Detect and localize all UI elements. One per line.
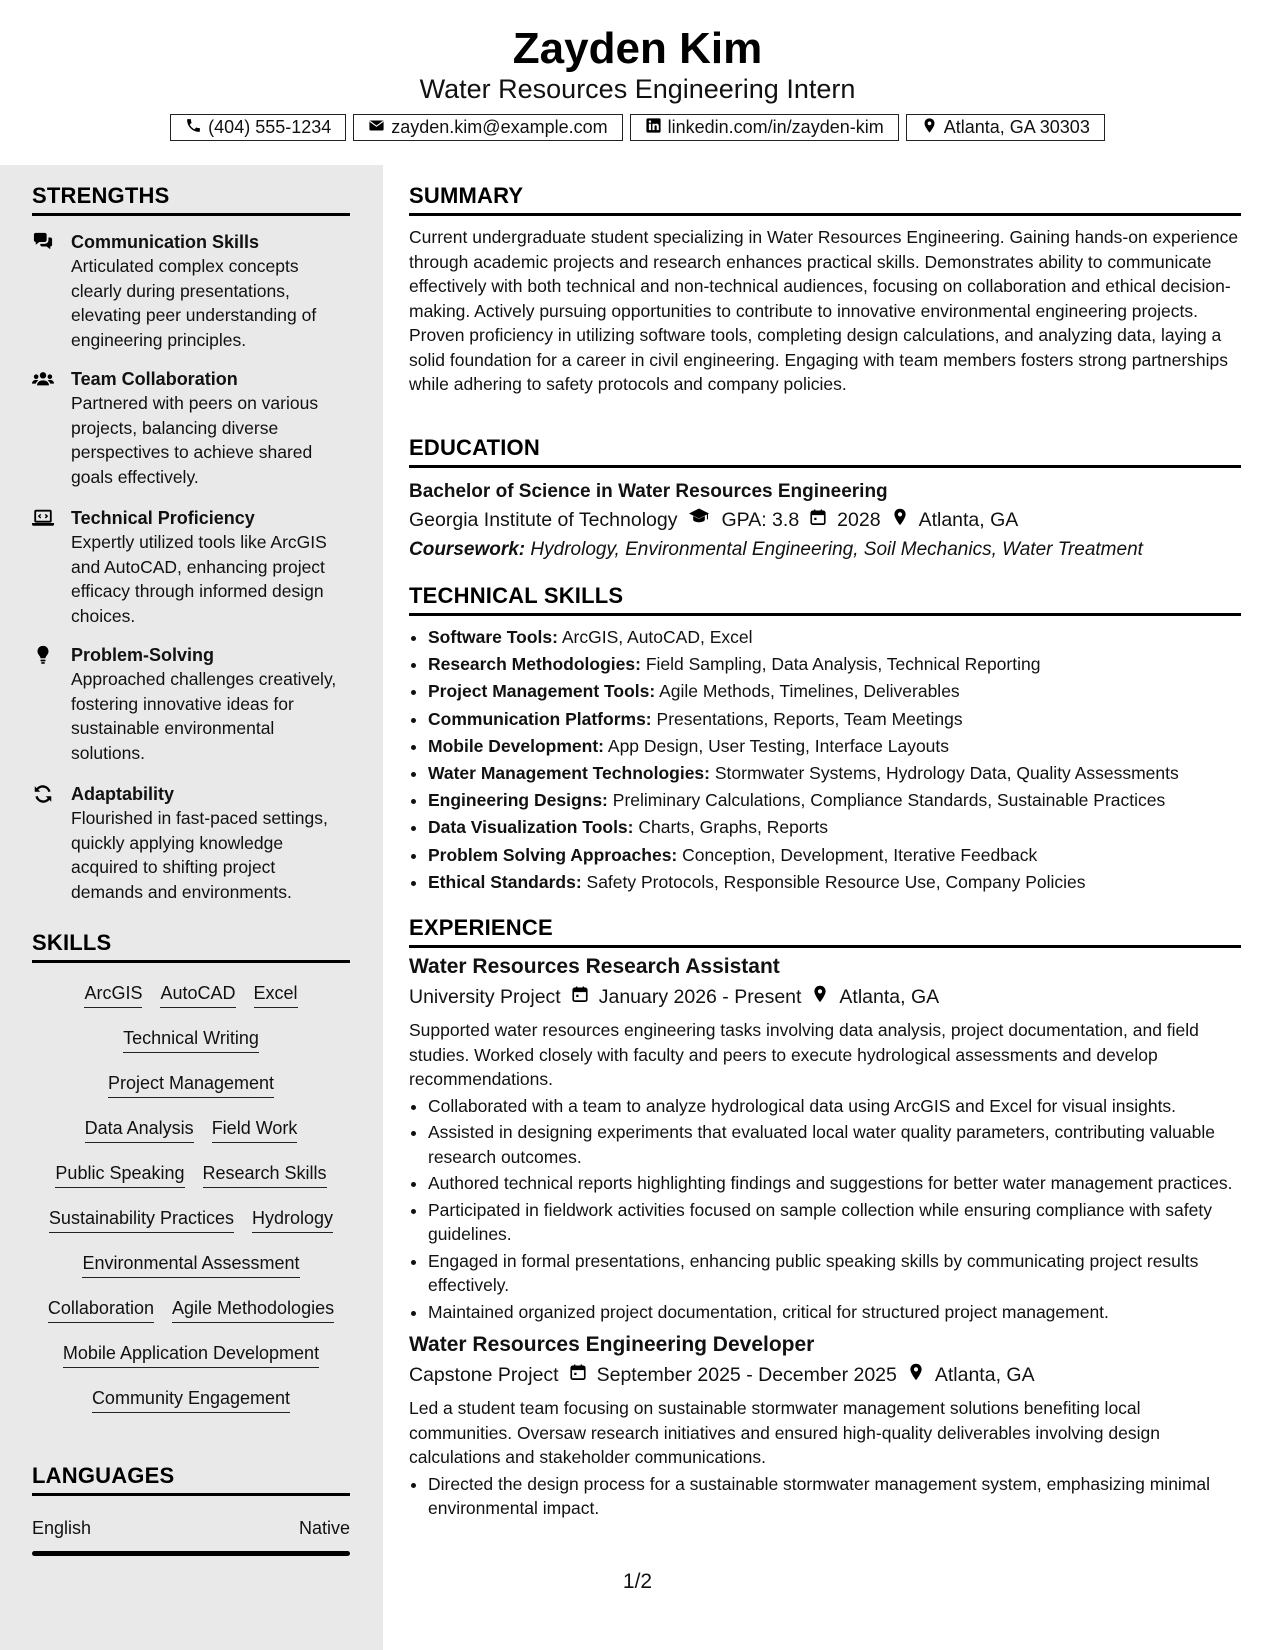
strength-description: Approached challenges creatively, fostering innovative ideas for sustainable environmental solutions.	[71, 669, 337, 763]
list-item: • Collaborated with a team to analyze hydrological data using ArcGIS and Excel for visual insights.	[428, 1094, 1241, 1119]
summary-section	[409, 183, 1241, 397]
strength-item	[32, 367, 350, 489]
calendar-icon	[809, 505, 827, 535]
calendar-icon	[569, 1360, 587, 1390]
linkedin-chip[interactable]	[630, 114, 899, 141]
location-text: Atlanta, GA 30303	[943, 117, 1090, 137]
job-description: Supported water resources engineering tasks involving data analysis, project documentation, and field studies. Worked closely with faculty and peers to execute hydrological assessments and develop recommendations.	[409, 1020, 1199, 1089]
coursework-list: Hydrology, Environmental Engineering, Soil Mechanics, Water Treatment	[530, 539, 1143, 560]
skill-category: Data Visualization Tools:	[428, 817, 634, 838]
contact-bar	[0, 114, 1275, 141]
map-marker-icon	[907, 1360, 925, 1390]
degree-title: Bachelor of Science in Water Resources Engineering	[409, 481, 888, 502]
languages-heading: LANGUAGES	[32, 1463, 350, 1496]
linkedin-icon	[645, 117, 662, 139]
list-item: • Assisted in designing experiments that evaluated local water quality parameters, contributing valuable research outcomes.	[428, 1120, 1241, 1169]
strength-item	[32, 643, 350, 765]
list-item	[428, 814, 1241, 841]
experience-section	[409, 915, 1241, 1523]
job-title: Water Resources Engineering Developer	[409, 1333, 815, 1356]
graduation-year: 2028	[837, 509, 881, 531]
strength-description: Expertly utilized tools like ArcGIS and AutoCAD, enhancing project efficacy through informed design choices.	[71, 532, 327, 626]
list-item	[428, 760, 1241, 787]
language-name: English	[32, 1518, 92, 1538]
email-text: zayden.kim@example.com	[391, 117, 608, 137]
job-organization: Capstone Project	[409, 1364, 559, 1386]
strength-title: Adaptability	[71, 784, 175, 804]
sync-icon	[32, 784, 56, 804]
skill-tag: Technical Writing	[123, 1025, 259, 1053]
strength-description: Articulated complex concepts clearly during presentations, elevating peer understanding of engineering principles.	[71, 256, 317, 350]
skill-tag: Sustainability Practices	[49, 1205, 234, 1233]
strength-title: Communication Skills	[71, 232, 260, 252]
strength-title: Technical Proficiency	[71, 508, 255, 528]
job-description: Led a student team focusing on sustainable stormwater management solutions benefiting local communities. Oversaw research initiatives and ensured high-quality deliverables involving design calculations and stakeholder communications.	[409, 1398, 1160, 1467]
phone-chip[interactable]	[170, 114, 346, 141]
skill-values: Agile Methods, Timelines, Deliverables	[659, 681, 960, 702]
candidate-name: Zayden Kim	[512, 24, 763, 73]
list-item	[428, 706, 1241, 733]
strength-description: Flourished in fast-paced settings, quickly applying knowledge acquired to shifting project demands and environments.	[71, 808, 328, 902]
skill-tag: Data Analysis	[85, 1115, 194, 1143]
candidate-title: Water Resources Engineering Intern	[419, 74, 856, 104]
education-location: Atlanta, GA	[918, 509, 1019, 531]
job-location: Atlanta, GA	[839, 986, 940, 1008]
resume-header	[0, 0, 1275, 165]
technical-skills-heading: TECHNICAL SKILLS	[409, 583, 1241, 616]
list-item	[428, 869, 1241, 896]
summary-text: Current undergraduate student specializing in Water Resources Engineering. Gaining hands-on experience through academic projects and research enhances practical skills. Demonstrates ability to communicate effectively with both technical and non-technical audiences, focusing on collaboration and ethical decision-making. Actively pursuing opportunities to contribute to innovative environmental engineering projects. Proven proficiency in utilizing software tools, completing design calculations, and analyzing data, laying a solid foundation for a career in civil engineering. Engaging with team members fosters strong partnerships while adhering to safety protocols and company policies.	[409, 227, 1239, 394]
skill-category: Problem Solving Approaches:	[428, 844, 678, 865]
map-marker-icon	[811, 982, 829, 1012]
skill-category: Research Methodologies:	[428, 654, 641, 675]
main-content	[409, 165, 1241, 1650]
skill-category: Project Management Tools:	[428, 681, 656, 702]
strength-item	[32, 230, 350, 352]
job-meta	[409, 982, 1241, 1012]
map-marker-icon	[921, 117, 938, 139]
skill-values: Presentations, Reports, Team Meetings	[656, 708, 963, 729]
graduation-cap-icon	[687, 505, 711, 535]
skill-tag: Field Work	[212, 1115, 298, 1143]
coursework-line	[409, 535, 1241, 565]
page-number: 1/2	[622, 1570, 653, 1593]
lightbulb-icon	[32, 645, 56, 665]
skill-category: Engineering Designs:	[428, 790, 608, 811]
language-row	[32, 1518, 350, 1539]
skill-tag: ArcGIS	[84, 980, 142, 1008]
calendar-icon	[571, 982, 589, 1012]
list-item: • Directed the design process for a sustainable stormwater management system, emphasizing minimal environmental impact.	[428, 1472, 1241, 1521]
comments-icon	[32, 232, 56, 252]
skill-tag: Public Speaking	[55, 1160, 184, 1188]
job-dates: January 2026 - Present	[598, 986, 802, 1008]
envelope-icon	[368, 117, 385, 139]
job-dates: September 2025 - December 2025	[596, 1364, 897, 1386]
job-entry	[409, 952, 1241, 1324]
technical-skills-section	[409, 583, 1241, 896]
skill-category: Water Management Technologies:	[428, 763, 710, 784]
strengths-heading: STRENGTHS	[32, 183, 350, 216]
strength-description: Partnered with peers on various projects, balancing diverse perspectives to achieve shared goals effectively.	[71, 393, 319, 487]
skill-tag: Agile Methodologies	[172, 1295, 334, 1323]
list-item	[428, 678, 1241, 705]
gpa-text: GPA: 3.8	[721, 509, 800, 531]
language-level-bar	[32, 1551, 350, 1556]
skill-tag: Hydrology	[252, 1205, 333, 1233]
experience-heading: EXPERIENCE	[409, 915, 1241, 948]
job-location: Atlanta, GA	[934, 1364, 1035, 1386]
technical-skills-list	[409, 624, 1241, 896]
list-item	[428, 842, 1241, 869]
list-item: • Authored technical reports highlighting findings and suggestions for better water management practices.	[428, 1171, 1241, 1196]
education-meta	[409, 505, 1241, 535]
location-chip[interactable]	[906, 114, 1105, 141]
skill-tag: Excel	[254, 980, 298, 1008]
linkedin-text: linkedin.com/in/zayden-kim	[667, 117, 884, 137]
language-level: Native	[298, 1518, 350, 1538]
education-section	[409, 435, 1241, 565]
map-marker-icon	[891, 505, 909, 535]
skill-values: Stormwater Systems, Hydrology Data, Quality Assessments	[714, 763, 1179, 784]
skill-values: Conception, Development, Iterative Feedback	[682, 844, 1038, 865]
job-bullets	[409, 1094, 1241, 1325]
skill-tag: Collaboration	[48, 1295, 154, 1323]
list-item	[428, 787, 1241, 814]
skill-tag: Community Engagement	[92, 1385, 290, 1413]
skills-tag-cloud	[32, 980, 350, 1430]
phone-text: (404) 555-1234	[208, 117, 332, 137]
laptop-code-icon	[32, 508, 56, 528]
list-item: • Engaged in formal presentations, enhancing public speaking skills by communicating project results effectively.	[428, 1249, 1241, 1298]
list-item	[428, 624, 1241, 651]
users-icon	[32, 369, 56, 389]
list-item	[428, 733, 1241, 760]
coursework-label: Coursework:	[409, 539, 526, 560]
job-organization: University Project	[409, 986, 561, 1008]
job-entry	[409, 1330, 1241, 1521]
job-meta	[409, 1360, 1241, 1390]
skill-values: App Design, User Testing, Interface Layouts	[607, 735, 950, 756]
skill-category: Communication Platforms:	[428, 708, 652, 729]
skill-tag: Environmental Assessment	[82, 1250, 299, 1278]
summary-heading: SUMMARY	[409, 183, 1241, 216]
phone-icon	[185, 117, 202, 139]
skill-values: ArcGIS, AutoCAD, Excel	[561, 627, 753, 647]
skill-tag: Project Management	[108, 1070, 274, 1098]
skill-tag: Mobile Application Development	[63, 1340, 319, 1368]
strength-title: Problem-Solving	[71, 645, 215, 665]
list-item: • Participated in fieldwork activities focused on sample collection while ensuring compliance with safety guidelines.	[428, 1198, 1241, 1247]
skill-category: Software Tools:	[428, 627, 558, 647]
skill-tag: AutoCAD	[160, 980, 235, 1008]
email-chip[interactable]	[353, 114, 622, 141]
skill-values: Field Sampling, Data Analysis, Technical Reporting	[645, 654, 1041, 675]
strength-title: Team Collaboration	[71, 369, 238, 389]
list-item	[428, 651, 1241, 678]
skill-values: Safety Protocols, Responsible Resource Use, Company Policies	[586, 871, 1086, 892]
skill-values: Charts, Graphs, Reports	[638, 817, 829, 838]
skills-heading: SKILLS	[32, 930, 350, 963]
skill-category: Mobile Development:	[428, 735, 604, 756]
strength-item	[32, 782, 350, 904]
list-item: • Maintained organized project documentation, critical for structured project management.	[428, 1300, 1241, 1325]
sidebar	[0, 165, 383, 1650]
job-bullets	[409, 1472, 1241, 1521]
skill-tag: Research Skills	[203, 1160, 327, 1188]
job-title: Water Resources Research Assistant	[409, 955, 780, 978]
education-heading: EDUCATION	[409, 435, 1241, 468]
skill-category: Ethical Standards:	[428, 871, 582, 892]
school-name: Georgia Institute of Technology	[409, 509, 678, 531]
skill-values: Preliminary Calculations, Compliance Standards, Sustainable Practices	[612, 790, 1166, 811]
strength-item	[32, 506, 350, 628]
